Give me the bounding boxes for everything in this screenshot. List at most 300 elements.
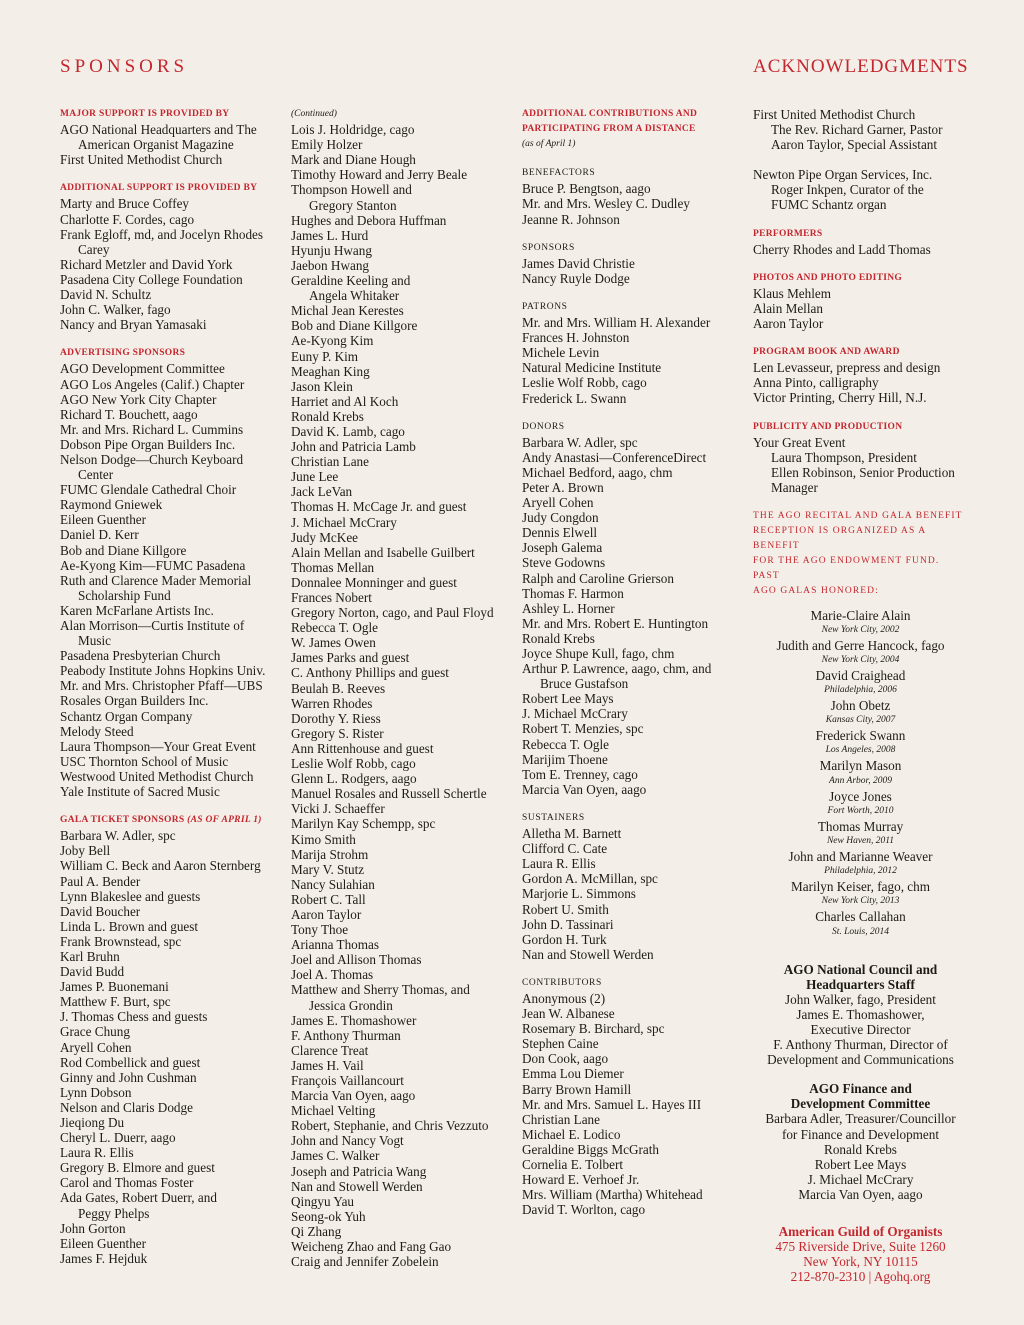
section-heading-text: ADDITIONAL SUPPORT IS PROVIDED BY [60, 183, 258, 194]
sponsor-name: Nan and Stowell Werden [291, 1178, 423, 1194]
contributor-group [522, 976, 742, 1218]
contributor-name: Howard E. Verhoef Jr. [522, 1172, 640, 1188]
sponsors-title: SPONSORS [60, 56, 189, 77]
sponsor-name: Matthew and Sherry Thomas, and [291, 982, 470, 998]
honoree-name: Joyce Jones [829, 788, 892, 804]
gala-intro [753, 509, 968, 600]
sponsor-name: John Gorton [60, 1220, 126, 1236]
contributor-name: Laura R. Ellis [522, 856, 596, 872]
sponsor-name: Joel A. Thomas [291, 967, 374, 983]
contributor-name: Cornelia E. Tolbert [522, 1157, 624, 1172]
honoree-place: St. Louis, 2014 [831, 926, 889, 937]
group-label: SPONSORS [522, 242, 575, 253]
sponsor-name: James H. Vail [291, 1057, 364, 1073]
sponsor-name: J. Michael McCrary [291, 514, 397, 530]
sponsor-name: Westwood United Methodist Church [60, 768, 254, 784]
sponsor-name: François Vaillancourt [291, 1073, 404, 1088]
contributor-group [522, 811, 742, 962]
sponsor-name: Michal Jean Kerestes [291, 303, 404, 319]
council-line: F. Anthony Thurman, Director of [773, 1037, 948, 1053]
sponsor-name: Pasadena Presbyterian Church [60, 648, 221, 664]
contributor-name: Frederick L. Swann [522, 390, 627, 406]
sponsor-name: Gregory B. Elmore and guest [60, 1160, 215, 1176]
sponsor-name: Angela Whitaker [309, 288, 400, 304]
sponsor-name: Marija Strohm [291, 846, 369, 862]
sponsor-name: John C. Walker, fago [60, 302, 171, 318]
contributions-column [522, 107, 742, 1231]
sponsor-name: Donnalee Monninger and guest [291, 574, 457, 590]
sponsor-name: Rebecca T. Ogle [291, 620, 379, 636]
contributor-name: Ralph and Caroline Grierson [522, 570, 674, 586]
sponsor-section [60, 813, 280, 1266]
sponsor-name: Nancy and Bryan Yamasaki [60, 317, 207, 333]
honoree-place: Kansas City, 2007 [825, 715, 896, 726]
sponsor-name: Qi Zhang [291, 1223, 342, 1239]
sponsor-name: Jack LeVan [291, 484, 353, 500]
contributor-name: Mrs. William (Martha) Whitehead [522, 1187, 703, 1203]
contributor-group [522, 166, 742, 226]
section-heading [60, 181, 280, 196]
section-heading: PUBLICITY AND PRODUCTION [753, 421, 903, 432]
sponsor-name: Barbara W. Adler, spc [60, 828, 176, 844]
gala-intro-line: FOR THE AGO ENDOWMENT FUND. PAST [753, 556, 940, 582]
ack-line: Manager [771, 479, 818, 495]
sponsor-name: Ae-Kyong Kim—FUMC Pasadena [60, 557, 246, 573]
sponsor-name: Geraldine Keeling and [291, 273, 411, 289]
ack-line: Ellen Robinson, Senior Production [771, 464, 955, 480]
sponsor-name: Eileen Guenther [60, 1235, 147, 1251]
contributor-group [522, 300, 742, 406]
contributor-name: Robert Lee Mays [522, 691, 614, 707]
sponsor-name: Marcia Van Oyen, aago [291, 1088, 416, 1104]
sponsor-name: Warren Rhodes [291, 695, 373, 711]
sponsor-name: June Lee [291, 469, 339, 485]
sponsor-name: Laura Thompson—Your Great Event [60, 738, 256, 754]
honoree-place: New York City, 2004 [821, 654, 900, 665]
sponsor-name: Thomas Mellan [291, 559, 375, 575]
contributor-name: Natural Medicine Institute [522, 360, 662, 376]
finance-heading: AGO Finance and [809, 1081, 912, 1097]
sponsor-name: Bob and Diane Killgore [60, 542, 187, 558]
contributor-name: Mr. and Mrs. William H. Alexander [522, 315, 711, 331]
sponsor-name: Hughes and Debora Huffman [291, 212, 447, 228]
section-heading: PHOTOS AND PHOTO EDITING [753, 272, 903, 283]
contributor-name: Leslie Wolf Robb, cago [522, 375, 647, 391]
sponsor-name: Joby Bell [60, 843, 111, 859]
honoree-name: Marilyn Keiser, fago, chm [791, 879, 930, 895]
sponsor-name: Aryell Cohen [60, 1039, 132, 1055]
sponsor-name: Laura R. Ellis [60, 1145, 134, 1161]
contributor-name: Rebecca T. Ogle [522, 736, 610, 752]
sponsor-name: W. James Owen [291, 635, 376, 651]
sponsor-name: Rosales Organ Builders Inc. [60, 693, 209, 709]
contributor-name: Gordon H. Turk [522, 931, 607, 947]
council-line: John Walker, fago, President [785, 991, 936, 1007]
section-heading: ADDITIONAL CONTRIBUTIONS AND [522, 109, 698, 119]
sponsor-name: Yale Institute of Sacred Music [60, 784, 220, 800]
contributor-name: Mr. and Mrs. Wesley C. Dudley [522, 196, 690, 212]
organization-address: 212-870-2310 | Agohq.org [790, 1269, 931, 1285]
sponsor-name: Robert C. Tall [291, 891, 366, 907]
sponsor-name: Peabody Institute Johns Hopkins Univ. [60, 663, 266, 679]
finance-line: for Finance and Development [781, 1126, 940, 1142]
sponsor-name: John and Patricia Lamb [291, 439, 416, 455]
organization-name: American Guild of Organists [778, 1224, 943, 1239]
sponsors-column-1 [60, 107, 280, 1280]
sponsor-name: Aaron Taylor [291, 906, 362, 922]
sponsor-name: Beulah B. Reeves [291, 680, 386, 696]
sponsor-name: American Organist Magazine [78, 137, 234, 153]
as-of-note: (as of April 1) [522, 139, 576, 150]
section-heading-text: MAJOR SUPPORT IS PROVIDED BY [60, 109, 230, 119]
gala-intro-line: THE AGO RECITAL AND GALA BENEFIT [753, 510, 963, 521]
sponsor-name: Frank Egloff, md, and Jocelyn Rhodes [60, 226, 264, 242]
sponsor-name: Paul A. Bender [60, 873, 141, 889]
contributor-name: Ashley L. Horner [522, 600, 615, 616]
gala-intro-line: AGO GALAS HONORED: [753, 586, 879, 597]
ack-line: The Rev. Richard Garner, Pastor [771, 122, 943, 138]
sponsor-name: AGO Development Committee [60, 361, 225, 377]
sponsor-name: Craig and Jennifer Zobelein [291, 1254, 439, 1270]
council-heading: AGO National Council and [783, 961, 938, 977]
sponsor-name: Pasadena City College Foundation [60, 271, 243, 287]
contributor-name: Barry Brown Hamill [522, 1081, 632, 1097]
sponsor-name: Marty and Bruce Coffey [60, 196, 190, 212]
ack-line: Klaus Mehlem [753, 285, 832, 301]
honoree-name: Frederick Swann [815, 728, 906, 744]
sponsor-name: Richard Metzler and David York [60, 256, 233, 272]
sponsor-name: Lynn Blakeslee and guests [60, 888, 201, 904]
sponsor-name: Jieqiong Du [60, 1115, 125, 1130]
contributor-name: Frances H. Johnston [522, 330, 630, 346]
organization-address: New York, NY 10115 [803, 1254, 918, 1270]
contributor-name: Michael Bedford, aago, chm [522, 464, 673, 480]
ack-line: FUMC Schantz organ [771, 197, 887, 213]
honoree-place: New Haven, 2011 [826, 835, 895, 846]
contributor-name: Bruce P. Bengtson, aago [522, 181, 651, 197]
sponsors-column-2 [291, 107, 511, 1269]
contributor-name: Geraldine Biggs McGrath [522, 1141, 659, 1157]
contributor-name: Dennis Elwell [522, 525, 598, 541]
sponsor-name: Gregory Stanton [309, 197, 397, 213]
contributor-name: Joseph Galema [522, 540, 603, 556]
sponsor-name: Michael Velting [291, 1103, 376, 1119]
sponsor-name: First United Methodist Church [60, 152, 223, 168]
sponsor-name: David Budd [60, 964, 125, 980]
group-label: BENEFACTORS [522, 168, 596, 179]
ack-line: Your Great Event [753, 434, 846, 450]
sponsor-name: Charlotte F. Cordes, cago [60, 211, 195, 227]
sponsor-name: Richard T. Bouchett, aago [60, 406, 198, 422]
sponsor-name: Vicki J. Schaeffer [291, 801, 385, 817]
ack-line: Len Levasseur, prepress and design [753, 360, 941, 376]
contributor-name: David T. Worlton, cago [522, 1202, 646, 1218]
council-line: James E. Thomashower, [796, 1006, 925, 1022]
sponsor-name: Ae-Kyong Kim [291, 333, 374, 349]
contributor-name: Michele Levin [522, 345, 600, 361]
sponsor-name: Ann Rittenhouse and guest [291, 740, 434, 756]
honoree-place: New York City, 2013 [821, 896, 900, 907]
contributor-name: Nan and Stowell Werden [522, 946, 654, 962]
section-heading-text: ADVERTISING SPONSORS [60, 348, 186, 359]
honoree-name: Charles Callahan [815, 909, 906, 925]
sponsor-name: Euny P. Kim [291, 348, 359, 364]
sponsor-name: Center [78, 467, 114, 483]
sponsor-name: Karen McFarlane Artists Inc. [60, 602, 214, 618]
sponsor-name: Eileen Guenther [60, 512, 147, 528]
honoree-place: Philadelphia, 2012 [824, 866, 897, 877]
ack-line: First United Methodist Church [753, 107, 916, 122]
sponsor-name: Lynn Dobson [60, 1084, 132, 1100]
sponsor-name: Frances Nobert [291, 590, 372, 605]
finance-committee [753, 1081, 968, 1202]
sponsor-name: Marilyn Kay Schempp, spc [291, 816, 436, 832]
sponsor-name: Tony Thoe [291, 922, 349, 938]
sponsor-name: Raymond Gniewek [60, 497, 163, 513]
contributor-name: Aryell Cohen [522, 495, 594, 511]
section-heading-text: GALA TICKET SPONSORS [60, 815, 185, 826]
sponsor-name: David K. Lamb, cago [291, 423, 405, 439]
sponsor-name: Glenn L. Rodgers, aago [291, 771, 417, 787]
contributor-name: Gordon A. McMillan, spc [522, 871, 658, 887]
sponsor-name: John and Nancy Vogt [291, 1133, 404, 1149]
ack-line: Aaron Taylor [753, 316, 824, 332]
organization-contact [753, 1224, 968, 1284]
ack-line: Cherry Rhodes and Ladd Thomas [753, 241, 931, 257]
sponsor-name: James P. Buonemani [60, 979, 169, 995]
ack-line: Aaron Taylor, Special Assistant [771, 137, 938, 153]
honoree-name: Marilyn Mason [819, 758, 902, 774]
contributor-name: Rosemary B. Birchard, spc [522, 1021, 665, 1037]
sponsor-section [60, 107, 280, 167]
sponsor-name: Meaghan King [291, 363, 370, 379]
sponsor-name: David Boucher [60, 903, 141, 919]
sponsor-name: Joseph and Patricia Wang [291, 1163, 427, 1179]
contributor-name: Bruce Gustafson [540, 676, 629, 692]
contributor-name: Marijim Thoene [522, 751, 608, 767]
council-line: Development and Communications [767, 1052, 954, 1068]
contributor-name: Michael E. Lodico [522, 1126, 621, 1142]
contributor-name: Andy Anastasi—ConferenceDirect [522, 449, 707, 465]
sponsor-name: Nelson and Claris Dodge [60, 1099, 193, 1115]
contributor-name: Barbara W. Adler, spc [522, 434, 638, 450]
sponsor-name: Mark and Diane Hough [291, 152, 416, 168]
ack-line: Anna Pinto, calligraphy [753, 375, 879, 391]
contributor-name: Judy Congdon [522, 510, 599, 526]
sponsor-name: Robert, Stephanie, and Chris Vezzuto [291, 1118, 489, 1134]
sponsor-name: Linda L. Brown and guest [60, 918, 199, 934]
sponsor-name: James F. Hejduk [60, 1250, 148, 1266]
sponsor-name: Thompson Howell and [291, 182, 412, 198]
section-heading: PERFORMERS [753, 228, 823, 239]
sponsor-name: Alan Morrison—Curtis Institute of [60, 618, 245, 633]
contributor-name: Alletha M. Barnett [522, 826, 622, 842]
sponsor-name: Music [78, 633, 111, 649]
sponsor-name: Scholarship Fund [78, 587, 171, 603]
sponsor-name: Ruth and Clarence Mader Memorial [60, 572, 252, 588]
newton-block [753, 167, 968, 212]
gala-honorees [753, 608, 968, 940]
sponsor-name: Nelson Dodge—Church Keyboard [60, 451, 244, 467]
acknowledgments-title: ACKNOWLEDGMENTS [753, 56, 969, 77]
gala-intro-line: RECEPTION IS ORGANIZED AS A BENEFIT [753, 526, 926, 552]
sponsor-name: Rod Combellick and guest [60, 1054, 201, 1070]
sponsor-name: Melody Steed [60, 723, 134, 739]
contributor-name: Tom E. Trenney, cago [522, 766, 638, 782]
honoree-place: Fort Worth, 2010 [827, 805, 894, 816]
honoree-place: New York City, 2002 [821, 624, 900, 635]
contributor-name: Mr. and Mrs. Robert E. Huntington [522, 615, 709, 631]
sponsor-name: Alain Mellan and Isabelle Guilbert [291, 544, 475, 560]
contributor-name: Steve Godowns [522, 555, 606, 571]
sponsor-name: Mr. and Mrs. Christopher Pfaff—UBS [60, 678, 263, 694]
sponsor-name: Daniel D. Kerr [60, 527, 139, 543]
sponsor-name: Mr. and Mrs. Richard L. Cummins [60, 421, 244, 437]
council-heading: Headquarters Staff [806, 976, 915, 992]
honoree-name: John and Marianne Weaver [788, 849, 933, 865]
sponsor-name: Thomas H. McCage Jr. and guest [291, 499, 467, 515]
sponsor-name: Gregory S. Rister [291, 725, 384, 741]
sponsor-name: Harriet and Al Koch [291, 393, 399, 409]
sponsor-name: Timothy Howard and Jerry Beale [291, 167, 468, 183]
finance-line: Marcia Van Oyen, aago [798, 1186, 923, 1202]
sponsor-name: Manuel Rosales and Russell Schertle [291, 786, 487, 802]
contributor-name: Thomas F. Harmon [522, 585, 624, 601]
section-heading [60, 813, 280, 828]
sponsor-name: Bob and Diane Killgore [291, 318, 418, 334]
ack-line: Laura Thompson, President [771, 449, 917, 465]
sponsor-name: Mary V. Stutz [291, 861, 365, 877]
sponsor-name: Ada Gates, Robert Duerr, and [60, 1190, 217, 1206]
contributor-name: J. Michael McCrary [522, 706, 628, 722]
sponsor-name: Peggy Phelps [78, 1205, 150, 1221]
sponsor-name: Carol and Thomas Foster [60, 1175, 194, 1191]
sponsor-name: Emily Holzer [291, 137, 363, 153]
sponsor-section [60, 181, 280, 332]
sponsor-name: Nancy Sulahian [291, 876, 375, 892]
finance-line: Barbara Adler, Treasurer/Councillor [765, 1111, 956, 1127]
sponsor-name: Jason Klein [291, 378, 353, 394]
contributor-name: Emma Lou Diemer [522, 1066, 624, 1082]
contributor-name: Marjorie L. Simmons [522, 886, 636, 902]
sponsor-name: William C. Beck and Aaron Sternberg [60, 858, 261, 874]
acknowledgments-column [753, 107, 968, 1284]
honoree-place: Los Angeles, 2008 [825, 745, 896, 756]
contributor-name: Anonymous (2) [522, 990, 606, 1006]
organization-address: 475 Riverside Drive, Suite 1260 [775, 1239, 946, 1255]
contributor-name: Stephen Caine [522, 1036, 599, 1052]
sponsor-name: USC Thornton School of Music [60, 753, 229, 769]
sponsor-name: FUMC Glendale Cathedral Choir [60, 482, 237, 498]
sponsor-name: Ronald Krebs [291, 408, 364, 424]
continued-note: (Continued) [291, 109, 337, 119]
section-heading [60, 346, 280, 361]
fumc-block [753, 107, 968, 152]
sponsor-name: Joel and Allison Thomas [291, 952, 422, 968]
sponsor-name: Matthew F. Burt, spc [60, 994, 171, 1010]
sponsor-name: C. Anthony Phillips and guest [291, 665, 449, 681]
sponsor-name: Dorothy Y. Riess [291, 710, 381, 726]
finance-heading: Development Committee [790, 1096, 931, 1112]
publicity-block [753, 420, 968, 495]
finance-line: Ronald Krebs [824, 1141, 897, 1157]
sponsor-name: David N. Schultz [60, 287, 152, 303]
contributor-name: Peter A. Brown [522, 479, 604, 495]
section-heading [60, 107, 280, 122]
sponsor-name: AGO Los Angeles (Calif.) Chapter [60, 376, 245, 392]
contributor-name: Jeanne R. Johnson [522, 211, 620, 227]
sponsor-name: Arianna Thomas [291, 937, 380, 953]
performers-block [753, 227, 968, 257]
as-of-note: (AS OF APRIL 1) [187, 815, 262, 826]
honoree-place: Philadelphia, 2006 [824, 685, 897, 695]
contributor-name: Ronald Krebs [522, 630, 595, 646]
contributor-name: John D. Tassinari [522, 916, 614, 932]
contributor-name: Robert T. Menzies, spc [522, 721, 644, 737]
sponsor-name: James E. Thomashower [291, 1012, 417, 1028]
honoree-name: John Obetz [830, 698, 891, 714]
sponsor-name: Lois J. Holdridge, cago [291, 122, 415, 138]
group-label: SUSTAINERS [522, 812, 585, 823]
program-block [753, 345, 968, 405]
ack-line: Victor Printing, Cherry Hill, N.J. [753, 390, 927, 406]
sponsor-name: F. Anthony Thurman [291, 1027, 401, 1043]
sponsor-name: James Parks and guest [291, 650, 410, 666]
sponsor-name: Judy McKee [291, 529, 359, 545]
contributor-name: Nancy Ruyle Dodge [522, 270, 630, 286]
ack-line: Roger Inkpen, Curator of the [771, 182, 924, 198]
contributor-name: Don Cook, aago [522, 1051, 609, 1067]
contributor-name: Marcia Van Oyen, aago [522, 781, 647, 797]
contributor-name: James David Christie [522, 255, 635, 271]
sponsor-name: Grace Chung [60, 1024, 130, 1040]
sponsor-name: Cheryl L. Duerr, aago [60, 1130, 176, 1146]
council-line: Executive Director [810, 1021, 911, 1037]
group-label: PATRONS [522, 301, 568, 312]
sponsor-name: Schantz Organ Company [60, 708, 193, 724]
finance-line: Robert Lee Mays [814, 1156, 907, 1172]
sponsor-name: James L. Hurd [291, 227, 369, 243]
sponsor-name: Hyunju Hwang [291, 242, 372, 258]
contributor-name: Mr. and Mrs. Samuel L. Hayes III [522, 1096, 702, 1112]
contributor-group [522, 420, 742, 797]
sponsor-name: Kimo Smith [291, 831, 356, 847]
section-heading: PROGRAM BOOK AND AWARD [753, 347, 900, 358]
sponsor-name: Leslie Wolf Robb, cago [291, 756, 416, 772]
sponsor-name: James C. Walker [291, 1148, 380, 1164]
group-label: CONTRIBUTORS [522, 977, 602, 988]
sponsor-section [60, 346, 280, 799]
sponsor-name: Seong-ok Yuh [291, 1208, 366, 1224]
contributor-group [522, 241, 742, 286]
council-staff [753, 962, 968, 1068]
honoree-name: Marie-Claire Alain [810, 607, 911, 623]
contributor-name: Joyce Shupe Kull, fago, chm [522, 646, 675, 661]
honoree-name: Judith and Gerre Hancock, fago [776, 637, 945, 653]
ack-line: Alain Mellan [753, 300, 823, 316]
section-heading: PARTICIPATING FROM A DISTANCE [522, 124, 696, 135]
sponsor-name: Frank Brownstead, spc [60, 933, 182, 949]
contributor-name: Christian Lane [522, 1111, 601, 1127]
contributor-name: Robert U. Smith [522, 901, 609, 917]
finance-line: J. Michael McCrary [807, 1171, 914, 1187]
sponsor-name: Weicheng Zhao and Fang Gao [291, 1239, 452, 1255]
group-label: DONORS [522, 421, 565, 432]
honoree-place: Ann Arbor, 2009 [829, 775, 892, 786]
contributor-name: Arthur P. Lawrence, aago, chm, and [522, 661, 712, 677]
photos-block [753, 271, 968, 331]
sponsor-name: Qingyu Yau [291, 1193, 355, 1209]
